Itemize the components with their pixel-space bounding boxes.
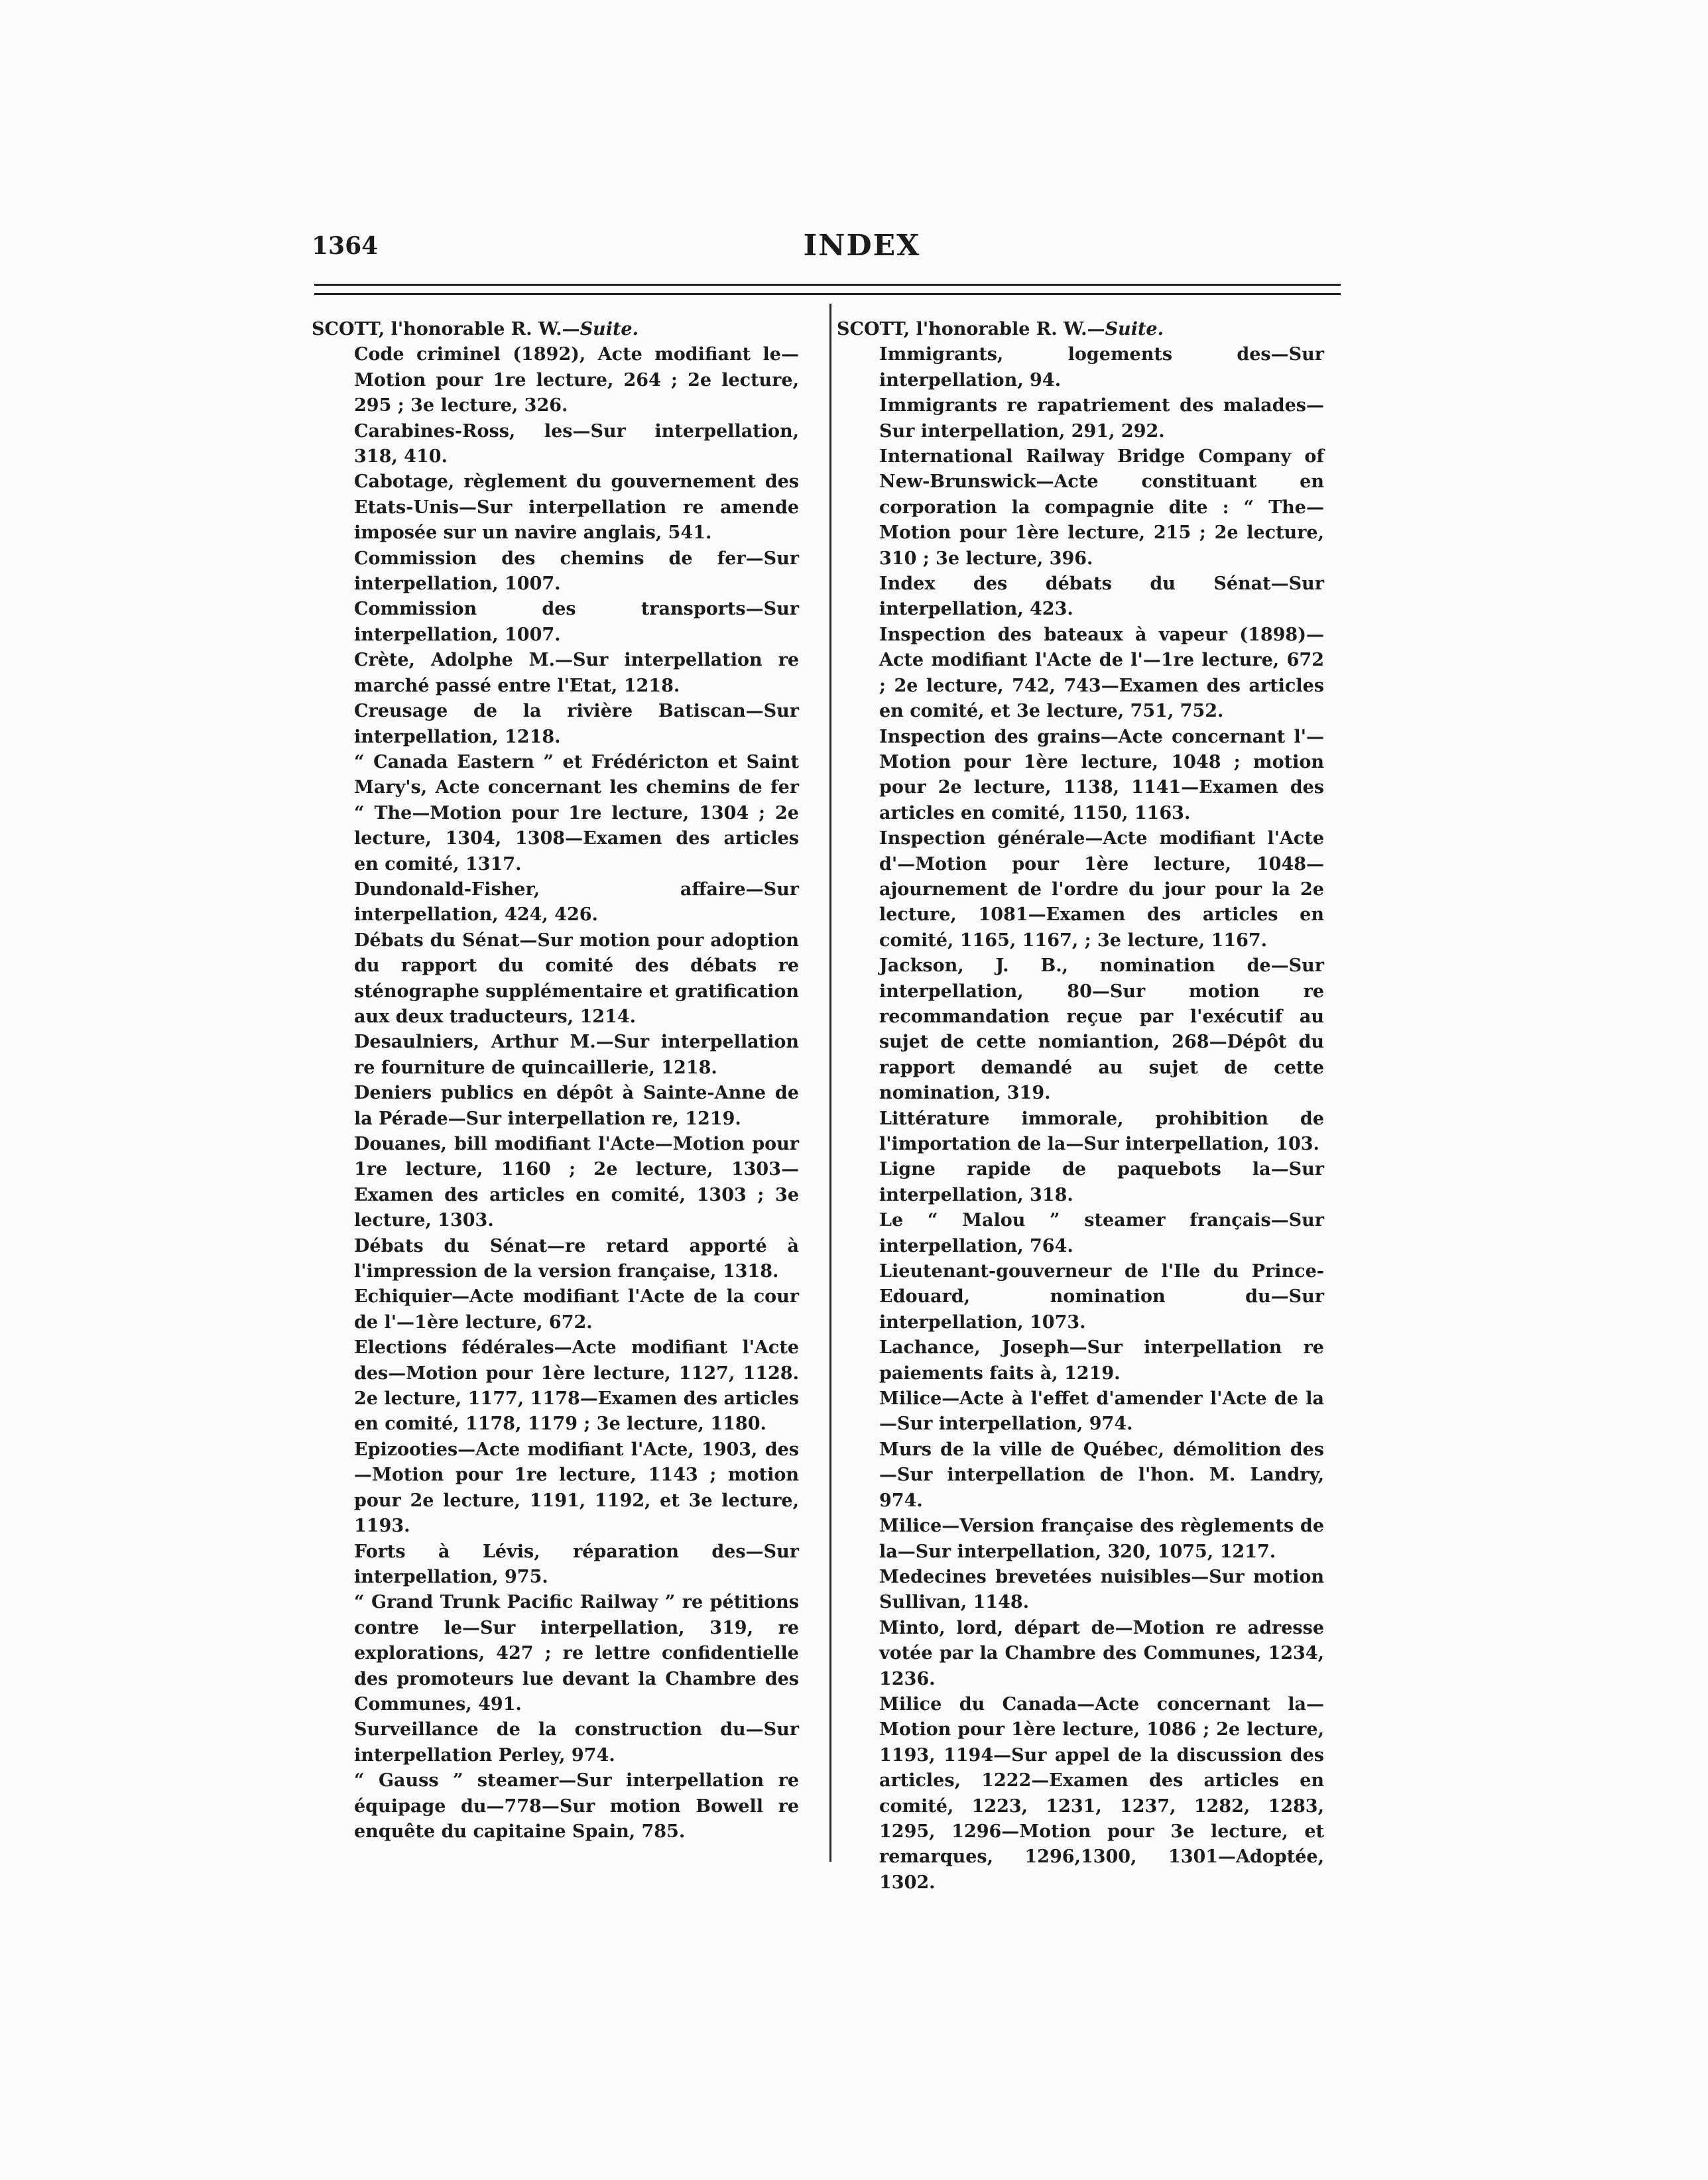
index-entry: Epizooties—Acte modifiant l'Acte, 1903, des —Motion pour 1re lecture, 1143 ; motion pour 2e lecture, 1191, 1192, et 3e lecture, 1193. xyxy=(354,1439,799,1537)
column-heading xyxy=(837,317,1324,342)
header-rule-top xyxy=(314,284,1341,286)
index-entry: Douanes, bill modifiant l'Acte—Motion pour 1re lecture, 1160 ; 2e lecture, 1303—Examen des articles en comité, 1303 ; 3e lecture, 1303. xyxy=(354,1134,799,1231)
index-entry: Surveillance de la construction du—Sur interpellation Perley, 974. xyxy=(354,1719,799,1766)
index-entry: Cabotage, règlement du gouvernement des Etats-Unis—Sur interpellation re amende imposée sur un navire anglais, 541. xyxy=(354,471,799,544)
index-entry: Echiquier—Acte modifiant l'Acte de la cour de l'—1ère lecture, 672. xyxy=(354,1286,799,1333)
index-entry: Inspection des grains—Acte concernant l'—Motion pour 1ère lecture, 1048 ; motion pour 2e lecture, 1138, 1141—Examen des articles en comité, 1150, 1163. xyxy=(879,726,1324,823)
index-entry: Jackson, J. B., nomination de—Sur interpellation, 80—Sur motion re recommandation reçue par l'exécutif au sujet de cette nomiantion, 268—Dépôt du rapport demandé au sujet de cette nomination, 319. xyxy=(879,955,1324,1104)
index-entry: Carabines-Ross, les—Sur interpellation, 318, 410. xyxy=(354,420,799,467)
index-entry: Murs de la ville de Québec, démolition des—Sur interpellation de l'hon. M. Landry, 974. xyxy=(879,1439,1324,1511)
header-rule-bottom xyxy=(314,293,1341,295)
index-entry: Débats du Sénat—Sur motion pour adoption du rapport du comité des débats re sténographe supplémentaire et gratification aux deux traducteurs, 1214. xyxy=(354,930,799,1027)
heading-name: SCOTT, l'honorable R. W.— xyxy=(837,319,1105,339)
index-entry: Desaulniers, Arthur M.—Sur interpellation re fourniture de quincaillerie, 1218. xyxy=(354,1032,799,1078)
index-entry: Milice du Canada—Acte concernant la—Motion pour 1ère lecture, 1086 ; 2e lecture, 1193, 1194—Sur appel de la discussion des articles, 1222—Examen des articles en comité, 1223, 1231, 1237, 1282, 1283, 1295, 1296—Motion pour 3e lecture, et remarques, 1296,1300, 1301—Adoptée, 1302. xyxy=(879,1693,1324,1893)
index-entry: Code criminel (1892), Acte modifiant le—Motion pour 1re lecture, 264 ; 2e lecture, 295 ; 3e lecture, 326. xyxy=(354,344,799,416)
index-entry: Lieutenant-gouverneur de l'Ile du Prince-Edouard, nomination du—Sur interpellation, 1073. xyxy=(879,1261,1324,1333)
heading-name: SCOTT, l'honorable R. W.— xyxy=(312,319,580,339)
page-title: INDEX xyxy=(803,229,921,263)
index-entry: Immigrants, logements des—Sur interpellation, 94. xyxy=(879,344,1324,391)
index-entry: “ Canada Eastern ” et Frédéricton et Saint Mary's, Acte concernant les chemins de fer “ The—Motion pour 1re lecture, 1304 ; 2e lecture, 1304, 1308—Examen des articles en comité, 1317. xyxy=(354,751,799,875)
index-entry: Débats du Sénat—re retard apporté à l'impression de la version française, 1318. xyxy=(354,1235,799,1282)
index-entry: Immigrants re rapatriement des malades—Sur interpellation, 291, 292. xyxy=(879,395,1324,442)
index-entry: International Railway Bridge Company of New-Brunswick—Acte constituant en corporation la compagnie dite : “ The—Motion pour 1ère lecture, 215 ; 2e lecture, 310 ; 3e lecture, 396. xyxy=(879,446,1324,569)
index-entry: Medecines brevetées nuisibles—Sur motion Sullivan, 1148. xyxy=(879,1566,1324,1613)
index-entry: Commission des chemins de fer—Sur interpellation, 1007. xyxy=(354,548,799,595)
index-entry: Deniers publics en dépôt à Sainte-Anne de la Pérade—Sur interpellation re, 1219. xyxy=(354,1083,799,1129)
index-entry: Inspection générale—Acte modifiant l'Acte d'—Motion pour 1ère lecture, 1048—ajournement de l'ordre du jour pour la 2e lecture, 1081—Examen des articles en comité, 1165, 1167, ; 3e lecture, 1167. xyxy=(879,828,1324,951)
index-entry: Dundonald-Fisher, affaire—Sur interpellation, 424, 426. xyxy=(354,878,799,926)
index-entry: Lachance, Joseph—Sur interpellation re paiements faits à, 1219. xyxy=(879,1337,1324,1384)
index-entry: “ Grand Trunk Pacific Railway ” re pétitions contre le—Sur interpellation, 319, re explorations, 427 ; re lettre confidentielle des promoteurs lue devant la Chambre des Communes, 491. xyxy=(354,1592,799,1715)
index-entry: Milice—Version française des règlements de la—Sur interpellation, 320, 1075, 1217. xyxy=(879,1516,1324,1562)
index-entry: Commission des transports—Sur interpellation, 1007. xyxy=(354,599,799,645)
index-entry: Creusage de la rivière Batiscan—Sur interpellation, 1218. xyxy=(354,701,799,747)
index-entry: Littérature immorale, prohibition de l'importation de la—Sur interpellation, 103. xyxy=(879,1108,1324,1154)
index-entry: Elections fédérales—Acte modifiant l'Acte des—Motion pour 1ère lecture, 1127, 1128. 2e lecture, 1177, 1178—Examen des articles en comité, 1178, 1179 ; 3e lecture, 1180. xyxy=(354,1337,799,1435)
index-entry: “ Gauss ” steamer—Sur interpellation re équipage du—778—Sur motion Bowell re enquête du capitaine Spain, 785. xyxy=(354,1770,799,1842)
right-column xyxy=(837,317,1324,1896)
index-entry: Ligne rapide de paquebots la—Sur interpellation, 318. xyxy=(879,1159,1324,1205)
left-column xyxy=(312,317,799,1845)
column-divider xyxy=(829,304,831,1862)
heading-suffix: Suite. xyxy=(580,319,639,339)
index-entry: Index des débats du Sénat—Sur interpellation, 423. xyxy=(879,574,1324,620)
heading-suffix: Suite. xyxy=(1105,319,1164,339)
index-entry: Le “ Malou ” steamer français—Sur interpellation, 764. xyxy=(879,1210,1324,1256)
column-heading xyxy=(312,317,799,342)
index-entry: Crète, Adolphe M.—Sur interpellation re marché passé entre l'Etat, 1218. xyxy=(354,650,799,696)
index-entry: Minto, lord, départ de—Motion re adresse votée par la Chambre des Communes, 1234, 1236. xyxy=(879,1617,1324,1689)
page-number: 1364 xyxy=(312,232,379,260)
index-entry: Milice—Acte à l'effet d'amender l'Acte de la—Sur interpellation, 974. xyxy=(879,1388,1324,1435)
index-entry: Forts à Lévis, réparation des—Sur interpellation, 975. xyxy=(354,1541,799,1587)
index-entry: Inspection des bateaux à vapeur (1898)—Acte modifiant l'Acte de l'—1re lecture, 672 ; 2e lecture, 742, 743—Examen des articles en comité, et 3e lecture, 751, 752. xyxy=(879,624,1324,722)
